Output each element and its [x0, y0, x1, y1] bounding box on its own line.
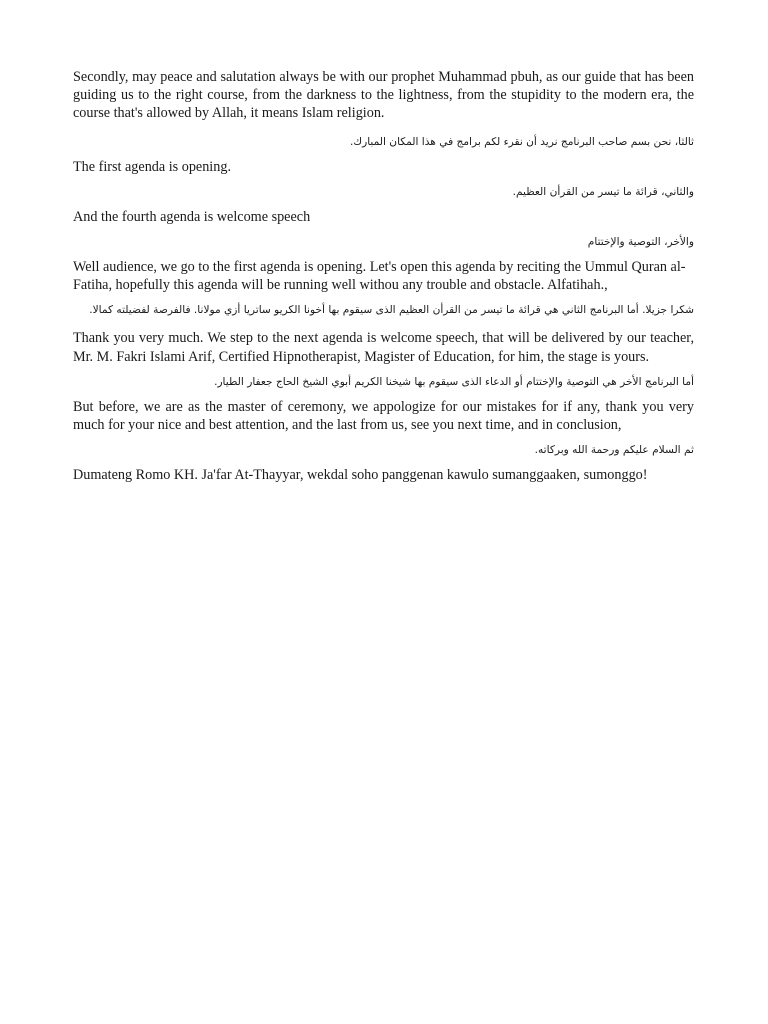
- paragraph-arabic: أما البرنامج الأخر هي التوصية والإختتام أو الدعاء الذى سيقوم بها شيخنا الكريم أبوي الشيخ الحاج جعفار الطيار.: [214, 375, 694, 388]
- paragraph-english: And the fourth agenda is welcome speech: [73, 208, 311, 225]
- paragraph-english: But before, we are as the master of ceremony, we appologize for our mistakes for if any, thank you very much for your nice and best attention, and the last from us, see you next time, and in conclusion,: [73, 398, 694, 434]
- paragraph-arabic: والثاني، قرائة ما تيسر من القرأن العظيم.: [512, 185, 694, 198]
- paragraph-english: Well audience, we go to the first agenda is opening. Let's open this agenda by reciting the Ummul Quran al-Fatiha, hopefully this agenda will be running well withou any trouble and obstacle. Alfatihah.,: [73, 259, 686, 294]
- paragraph-english: Secondly, may peace and salutation always be with our prophet Muhammad pbuh, as our guide that has been guiding us to the right course, from the darkness to the lightness, from the stupidity to the modern era, the course that's allowed by Allah, it means Islam religion.: [73, 69, 694, 122]
- paragraph-arabic: ثم السلام عليكم ورحمة الله وبركاته.: [534, 444, 694, 457]
- paragraph-english: Thank you very much. We step to the next agenda is welcome speech, that will be delivered by our teacher, Mr. M. Fakri Islami Arif, Certified Hipnotherapist, Magister of Education, for him, the stage is yours.: [73, 330, 694, 365]
- paragraph-arabic: شكرا جزيلا. أما البرنامج الثاني هي قرائة ما تيسر من القرأن العظيم الذى سيقوم بها أخونا الكريو ساتريا أزي مولانا. فالفرصة لفضيلته كمالا.: [89, 304, 694, 317]
- paragraph-arabic: ثالثا، نحن بسم صاحب البرنامج نريد أن نقرء لكم برامج في هذا المكان المبارك.: [349, 135, 694, 148]
- paragraph-arabic: والأخر، التوصية والإختتام: [587, 236, 694, 249]
- document-body: [73, 68, 694, 484]
- paragraph-english: Dumateng Romo KH. Ja'far At-Thayyar, wekdal soho panggenan kawulo sumanggaaken, sumonggo!: [73, 467, 648, 484]
- paragraph-english: The first agenda is opening.: [73, 158, 231, 175]
